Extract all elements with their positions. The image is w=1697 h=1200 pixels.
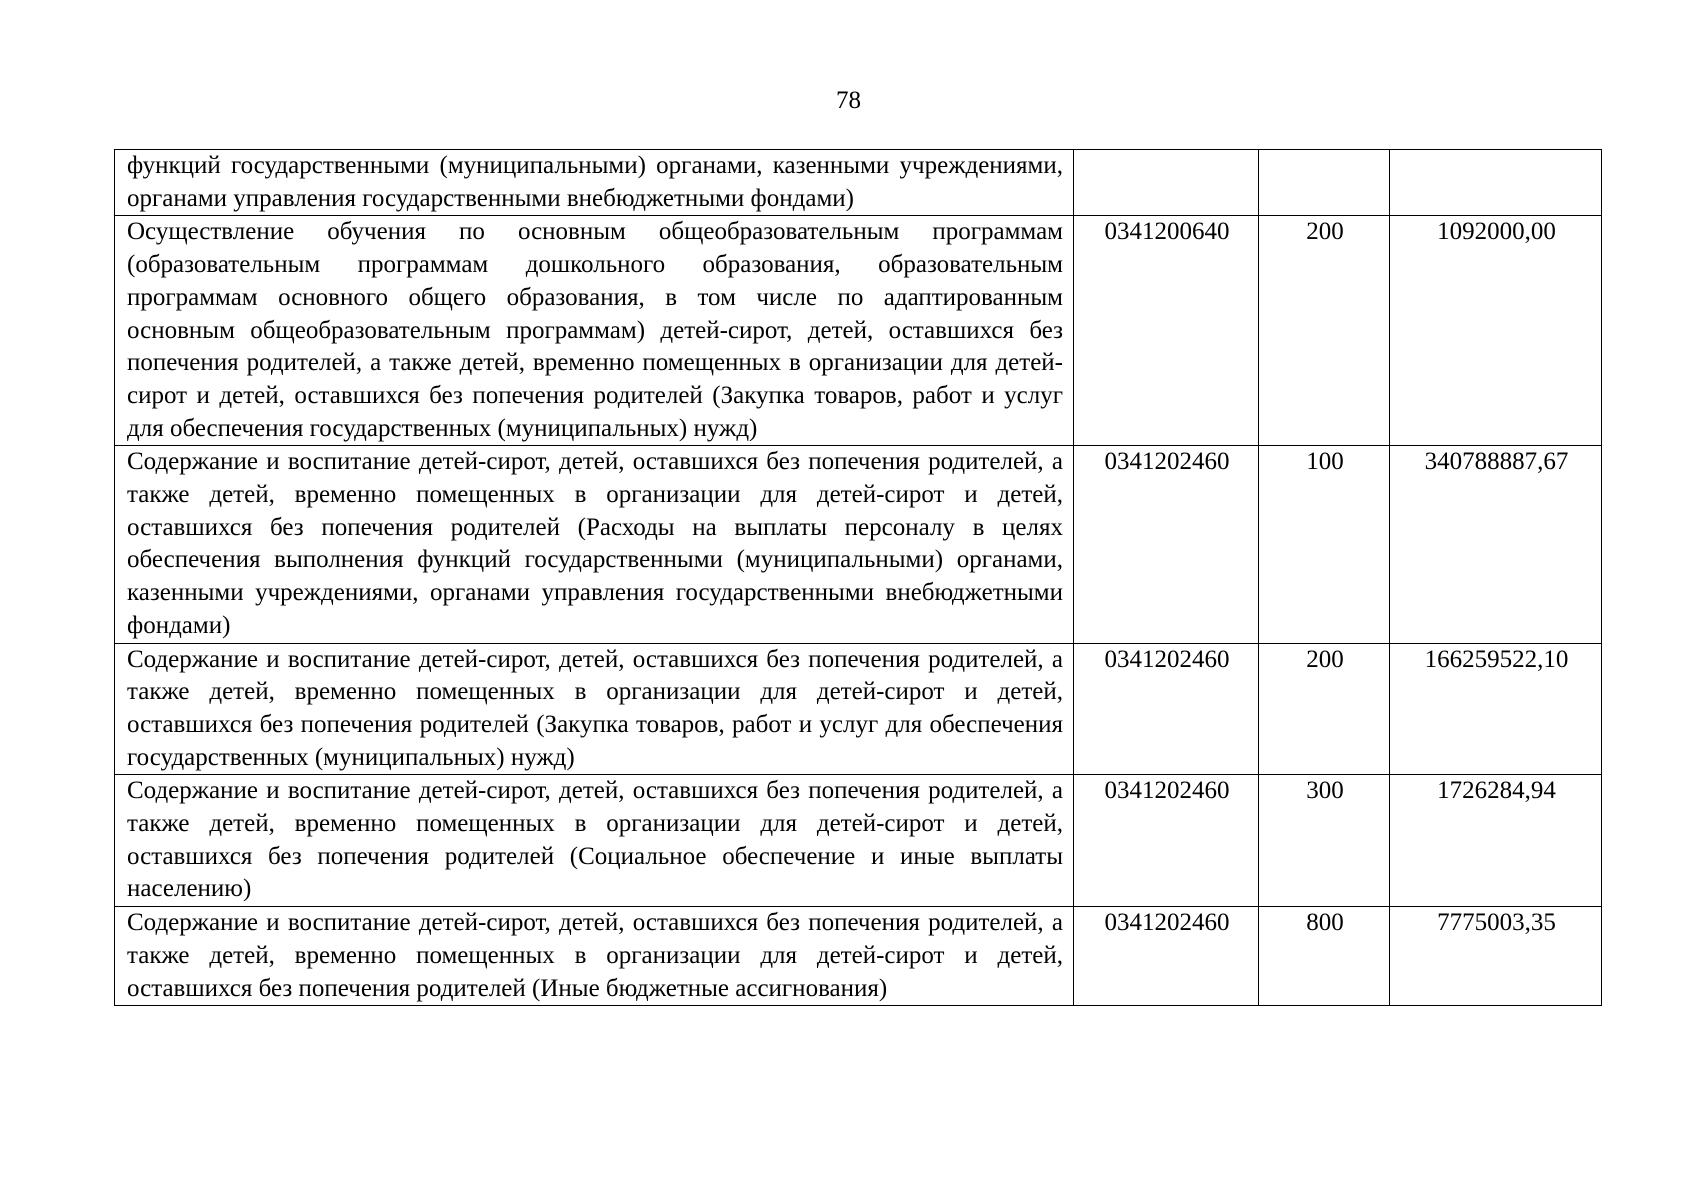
row-amount: 7775003,35: [1390, 907, 1602, 1006]
table-row: [115, 775, 1602, 907]
row-amount: 1726284,94: [1390, 775, 1602, 907]
row-expense-type: 200: [1259, 643, 1390, 775]
row-target-code: 0341200640: [1074, 216, 1259, 446]
row-description: Содержание и воспитание детей-сирот, детей, оставшихся без попечения родителей, а также детей, временно помещенных в организации для детей-сирот и детей, оставшихся без попечения родителей (Иные бюджетные ассигнования): [115, 907, 1074, 1006]
row-description: Содержание и воспитание детей-сирот, детей, оставшихся без попечения родителей, а также детей, временно помещенных в организации для детей-сирот и детей, оставшихся без попечения родителей (Закупка товаров, работ и услуг для обеспечения государственных (муниципальных) нужд): [115, 643, 1074, 775]
row-expense-type: 800: [1259, 907, 1390, 1006]
row-target-code: 0341202460: [1074, 643, 1259, 775]
row-description: Содержание и воспитание детей-сирот, детей, оставшихся без попечения родителей, а также детей, временно помещенных в организации для детей-сирот и детей, оставшихся без попечения родителей (Расходы на выплаты персоналу в целях обеспечения выполнения функций государственными (муниципальными) органами, казенными учреждениями, органами управления государственными внебюджетными фондами): [115, 446, 1074, 643]
row-amount: [1390, 150, 1602, 216]
row-target-code: 0341202460: [1074, 775, 1259, 907]
table-row: [115, 446, 1602, 643]
table-row: [115, 643, 1602, 775]
row-target-code: 0341202460: [1074, 446, 1259, 643]
row-expense-type: 300: [1259, 775, 1390, 907]
row-expense-type: [1259, 150, 1390, 216]
row-amount: 1092000,00: [1390, 216, 1602, 446]
page-number: 78: [836, 87, 861, 114]
budget-table: [114, 149, 1602, 1006]
row-description: Содержание и воспитание детей-сирот, детей, оставшихся без попечения родителей, а также детей, временно помещенных в организации для детей-сирот и детей, оставшихся без попечения родителей (Социальное обеспечение и иные выплаты населению): [115, 775, 1074, 907]
row-amount: 340788887,67: [1390, 446, 1602, 643]
row-expense-type: 200: [1259, 216, 1390, 446]
table-row: [115, 150, 1602, 216]
row-expense-type: 100: [1259, 446, 1390, 643]
row-description: Осуществление обучения по основным общеобразовательным программам (образовательным программам дошкольного образования, образовательным программам основного общего образования, в том числе по адаптированным основным общеобразовательным программам) детей-сирот, детей, оставшихся без попечения родителей, а также детей, временно помещенных в организации для детей-сирот и детей, оставшихся без попечения родителей (Закупка товаров, работ и услуг для обеспечения государственных (муниципальных) нужд): [115, 216, 1074, 446]
row-amount: 166259522,10: [1390, 643, 1602, 775]
row-description: функций государственными (муниципальными) органами, казенными учреждениями, органами управления государственными внебюджетными фондами): [115, 150, 1074, 216]
table-row: [115, 216, 1602, 446]
table-row: [115, 907, 1602, 1006]
row-target-code: [1074, 150, 1259, 216]
row-target-code: 0341202460: [1074, 907, 1259, 1006]
